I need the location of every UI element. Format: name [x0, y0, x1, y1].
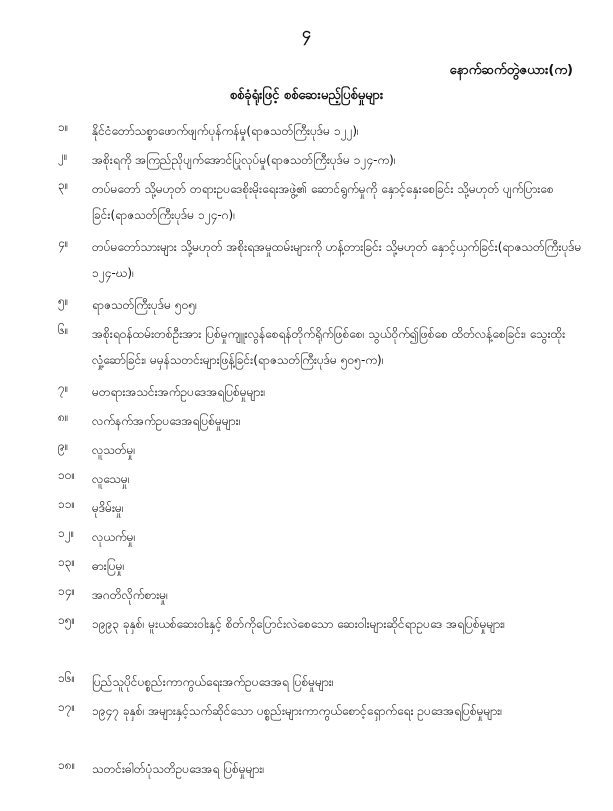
- list-item: [0, 437, 613, 466]
- list-item-text: လူသေမှု၊: [92, 472, 130, 486]
- list-item-number: ၁၄။: [58, 584, 76, 598]
- list-item-text: မုဒိမ်းမှု၊: [92, 501, 124, 515]
- list-item: [0, 176, 613, 234]
- list-item-number: ၈။: [58, 410, 69, 424]
- list-item-text: လုယက်မှု၊: [92, 530, 136, 544]
- list-item-text: ၁၉၄၇ ခုနှစ်၊ အများနှင့်သက်ဆိုင်သော ပစ္စည်းများကာကွယ်စောင့်ရှောက်ရေး ဥပဒေအရပြစ်မှုများ၊: [92, 704, 503, 718]
- list-item-text: လူသတ်မှု၊: [92, 443, 136, 457]
- list-item-number: ၁၁။: [58, 497, 76, 511]
- list-item: [0, 524, 613, 553]
- list-item-number: ၁၇။: [58, 700, 76, 714]
- list-item-number: ၆။: [58, 323, 69, 337]
- list-item-text: ၁၉၉၃ ခုနှစ်၊ မူးယစ်ဆေးဝါးနှင့် စိတ်ကိုပြောင်းလဲစေသော ဆေးဝါးများဆိုင်ရာဥပဒေ အရပြစ်မှုများ၊: [92, 617, 506, 631]
- list-item: [0, 698, 613, 756]
- list-item-number: ၃။: [58, 178, 69, 192]
- list-item-number: ၁၅။: [58, 613, 76, 627]
- list-item: [0, 756, 613, 785]
- list-item-text: ပြည်သူပိုင်ပစ္စည်းကာကွယ်ရေးအက်ဥပဒေအရ ပြစ်မှုများ၊: [92, 675, 334, 689]
- list-item-text: ဓားပြမှု၊: [92, 559, 125, 573]
- list-item: [0, 408, 613, 437]
- list-item-number: ၅။: [58, 294, 69, 308]
- list-item: [0, 611, 613, 669]
- list-item: [0, 321, 613, 379]
- list-item-text: တပ်မတော် သို့မဟုတ် တရားဥပဒေစိုးမိုးရေးအဖွဲ့၏ ဆောင်ရွက်မှုကို နှောင့်နှေးစေခြင်း သို့မဟုတ် ပျက်ပြားစေခြင်း(ရာဇသတ်ကြီးပုဒ်မ ၁၂၄-ဂ)၊: [92, 182, 554, 222]
- list-item-number: ၂။: [58, 149, 68, 163]
- document-title: စစ်ခုံရုံးဖြင့် စစ်ဆေးမည့်ပြစ်မှုများ: [229, 88, 384, 103]
- list-item-number: ၁၈။: [58, 758, 76, 772]
- list-item: [0, 582, 613, 611]
- list-item-number: ၇။: [58, 381, 69, 395]
- list-item: [0, 292, 613, 321]
- list-item-text: အဂတိလိုက်စားမှု၊: [92, 588, 169, 602]
- list-item-text: သတင်းဓါတ်ပုံသတိဥပဒေအရ ပြစ်မှုများ၊: [92, 762, 265, 776]
- list-item-number: ၁၀။: [58, 468, 76, 482]
- list-item-text: လက်နက်အက်ဥပဒေအရပြစ်မှုများ၊: [92, 414, 241, 428]
- list-item-number: ၄။: [58, 236, 69, 250]
- appendix-label: နောက်ဆက်တွဲဇယား(က): [449, 63, 573, 78]
- list-item: [0, 147, 613, 176]
- list-item: [0, 466, 613, 495]
- list-item-text: ရာဇသတ်ကြီးပုဒ်မ ၅၀၅၊: [92, 298, 197, 312]
- list-item: [0, 379, 613, 408]
- offense-list: [0, 118, 613, 785]
- list-item-text: တပ်မတော်သားများ သို့မဟုတ် အစိုးရအမှုထမ်းများကို ဟန့်တားခြင်း သို့မဟုတ် နှောင့်ယှက်ခြင်း(ရာဇသတ်ကြီးပုဒ်မ ၁၂၄-ဃ)၊: [92, 240, 582, 280]
- page-number: ၄: [302, 23, 311, 42]
- list-item-number: ၁၆။: [58, 671, 76, 685]
- list-item: [0, 553, 613, 582]
- list-item: [0, 118, 613, 147]
- list-item-number: ၁၃။: [58, 555, 76, 569]
- list-item: [0, 495, 613, 524]
- list-item-text: မတရားအသင်းအက်ဥပဒေအရပြစ်မှုများ၊: [92, 385, 266, 399]
- list-item-text: နိုင်ငံတော်သစ္စာဖောက်ဖျက်ပုန်ကန်မှု(ရာဇသတ်ကြီးပုဒ်မ ၁၂၂)၊: [92, 124, 359, 138]
- list-item-text: အစိုးရဝန်ထမ်းတစ်ဦးအား ပြစ်မှုကျူးလွန်စေရန်တိုက်ရိုက်ဖြစ်စေ၊ သွယ်ဝိုက်၍ဖြစ်စေ ထိတ်လန့်စေခြင်း၊ သွေးထိုးလှုံ့ဆော်ခြင်း၊ မမှန်သတင်းများဖြန့်ခြင်း(ရာဇသတ်ကြီးပုဒ်မ ၅၀၅-က)၊: [92, 327, 566, 367]
- list-item-number: ၉။: [58, 439, 69, 453]
- list-item: [0, 234, 613, 292]
- list-item-text: အစိုးရကို အကြည်ညိုပျက်အောင်ပြုလုပ်မှု(ရာဇသတ်ကြီးပုဒ်မ ၁၂၄-က)၊: [92, 153, 396, 167]
- list-item: [0, 669, 613, 698]
- list-item-number: ၁။: [58, 120, 69, 134]
- list-item-number: ၁၂။: [58, 526, 75, 540]
